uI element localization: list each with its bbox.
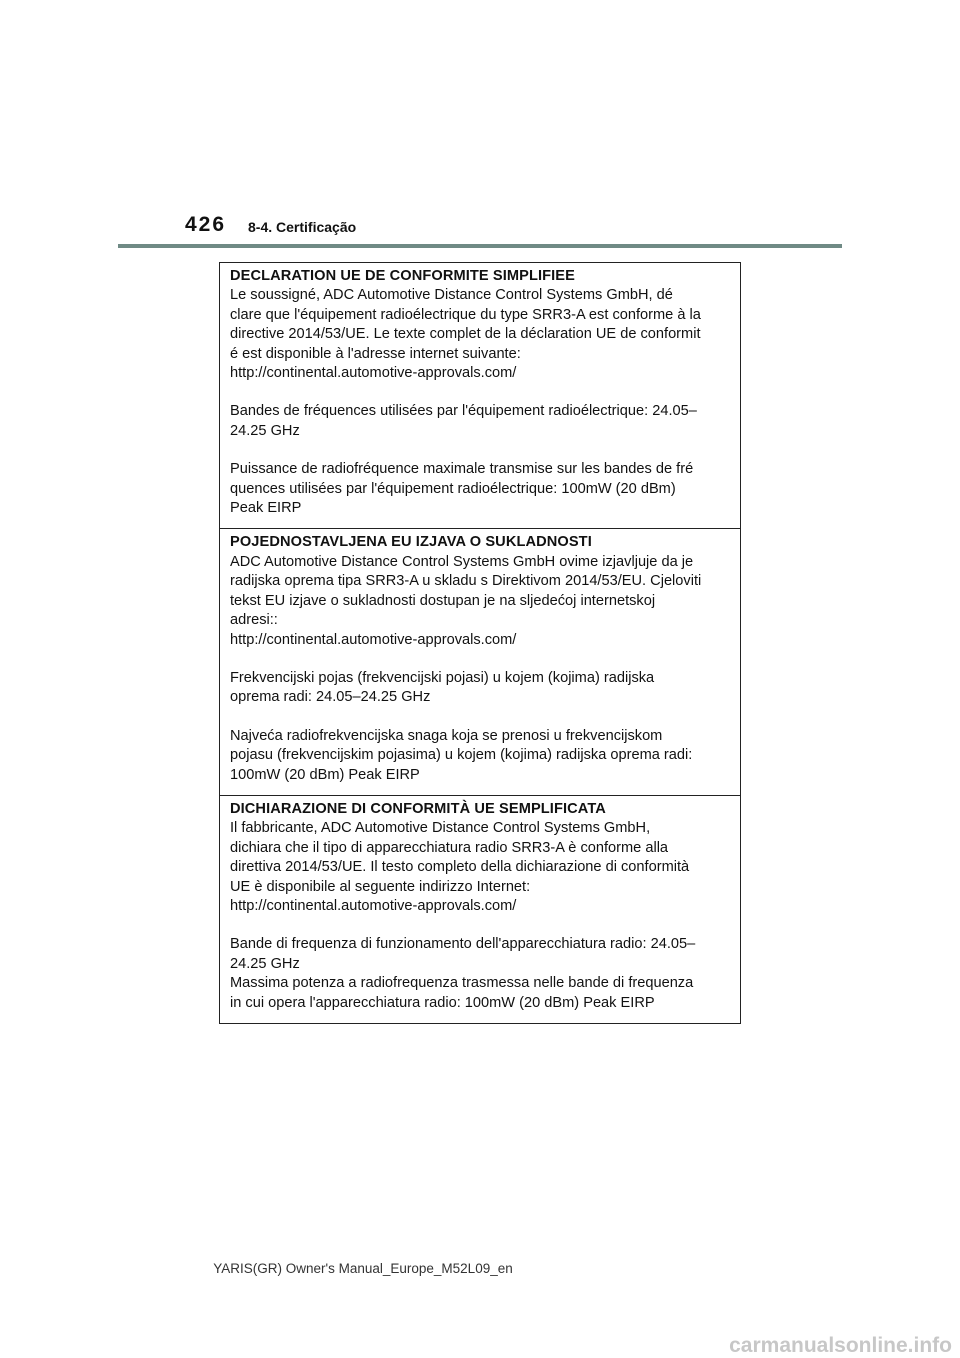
text-line: tekst EU izjave o sukladnosti dostupan je na sljedećoj internetskoj [230,592,656,609]
text-line: Massima potenza a radiofrequenza trasmessa nelle bande di frequenza [230,975,694,992]
paragraph-gap [230,916,730,935]
text-line: pojasu (frekvencijskim pojasima) u kojem (kojima) radijska oprema radi: [230,747,693,764]
text-line: Il fabbricante, ADC Automotive Distance Control Systems GmbH, [230,820,651,837]
text-line: Frekvencijski pojas (frekvencijski pojasi) u kojem (kojima) radijska [230,669,655,686]
declaration-block [220,263,740,529]
text-line: directive 2014/53/UE. Le texte complet de la déclaration UE de conformit [230,326,701,343]
text-line: dichiara che il tipo di apparecchiatura radio SRR3-A è conforme alla [230,839,669,856]
footer [0,1261,960,1276]
declaration-paragraph [230,727,730,785]
text-line: 24.25 GHz [230,955,300,972]
watermark-text: carmanualsonline.info [729,1334,952,1357]
paragraph-gap [230,650,730,669]
text-line: UE è disponibile al seguente indirizzo Internet: [230,878,531,895]
text-line: Le soussigné, ADC Automotive Distance Control Systems GmbH, dé [230,287,673,304]
declaration-title: DECLARATION UE DE CONFORMITE SIMPLIFIEE [230,268,575,284]
declaration-title: DICHIARAZIONE DI CONFORMITÀ UE SEMPLIFICATA [230,800,606,817]
text-line: oprema radi: 24.05–24.25 GHz [230,689,431,706]
declaration-paragraph [230,553,730,650]
text-line: ADC Automotive Distance Control Systems GmbH ovime izjavljuje da je [230,553,694,570]
declaration-block [220,529,740,795]
page-number: 426 [185,213,227,236]
text-line: Peak EIRP [230,500,302,517]
manual-name: YARIS(GR) Owner's Manual_Europe_M52L09_en [213,1261,513,1276]
text-line: Puissance de radiofréquence maximale transmise sur les bandes de fré [230,461,694,478]
declaration-paragraph [230,935,730,1013]
text-line: Najveća radiofrekvencijska snaga koja se prenosi u frekvencijskom [230,727,663,744]
text-line: http://continental.automotive-approvals.com/ [230,631,517,648]
declaration-title: POJEDNOSTAVLJENA EU IZJAVA O SUKLADNOSTI [230,534,592,551]
section-title: 8-4. Certificação [248,219,357,235]
text-line: 24.25 GHz [230,422,300,439]
header-divider [118,244,842,248]
text-line: quences utilisées par l'équipement radioélectrique: 100mW (20 dBm) [230,480,676,497]
text-line: clare que l'équipement radioélectrique du type SRR3-A est conforme à la [230,306,701,323]
text-line: é est disponible à l'adresse internet suivante: [230,345,521,362]
declaration-paragraph [230,819,730,916]
declaration-paragraph [230,402,730,441]
declaration-paragraph [230,286,730,383]
text-line: http://continental.automotive-approvals.com/ [230,897,517,914]
paragraph-gap [230,708,730,727]
text-line: http://continental.automotive-approvals.com/ [230,365,517,382]
text-line: Bandes de fréquences utilisées par l'équipement radioélectrique: 24.05– [230,403,697,420]
text-line: adresi:: [230,612,278,629]
declaration-table [219,262,741,1024]
paragraph-gap [230,441,730,460]
declaration-paragraph [230,669,730,708]
text-line: 100mW (20 dBm) Peak EIRP [230,766,420,783]
declaration-block [220,796,740,1023]
text-line: Bande di frequenza di funzionamento dell'apparecchiatura radio: 24.05– [230,936,696,953]
paragraph-gap [230,383,730,402]
text-line: in cui opera l'apparecchiatura radio: 100mW (20 dBm) Peak EIRP [230,994,655,1011]
text-line: radijska oprema tipa SRR3-A u skladu s Direktivom 2014/53/EU. Cjeloviti [230,573,702,590]
text-line: direttiva 2014/53/UE. Il testo completo della dichiarazione di conformità [230,859,690,876]
declaration-paragraph [230,460,730,518]
